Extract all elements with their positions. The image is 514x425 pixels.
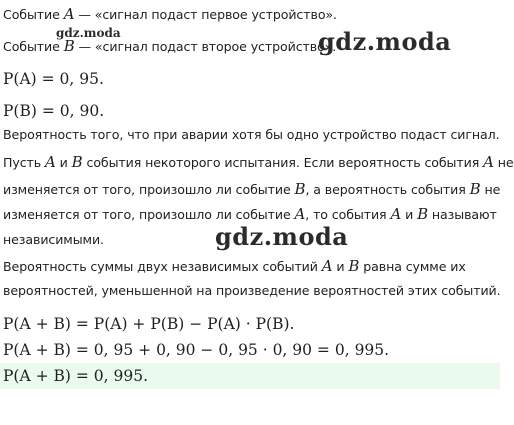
watermark-small: gdz.moda: [56, 26, 121, 40]
text-fragment: Событие: [3, 39, 64, 54]
math-variable: A: [294, 205, 306, 223]
math-variable: B: [294, 180, 306, 198]
math-variable: A: [63, 5, 75, 23]
theory-line-1: [3, 154, 514, 171]
text-fragment: равна сумме их: [359, 259, 466, 274]
goal-statement: Вероятность того, что при аварии хотя бы одно устройство подаст сигнал.: [3, 127, 500, 142]
math-variable: B: [417, 205, 429, 223]
text-fragment: изменяется от того, произошло ли событие: [3, 182, 295, 197]
watermark-middle: gdz.moda: [215, 222, 349, 251]
theorem-line-1: [3, 258, 466, 275]
theorem-line-2: вероятностей, уменьшенной на произведение вероятностей этих событий.: [3, 283, 501, 298]
probability-b: P(B) = 0, 90.: [3, 102, 105, 120]
text-fragment: называют: [428, 207, 497, 222]
text-fragment: и: [401, 207, 418, 222]
final-answer: P(A + B) = 0, 995.: [3, 367, 149, 385]
theory-line-4: независимыми.: [3, 232, 104, 247]
math-variable: B: [469, 180, 481, 198]
theory-line-2: [3, 181, 500, 198]
text-fragment: Событие: [3, 7, 64, 22]
math-variable: B: [348, 257, 360, 275]
text-fragment: не: [480, 182, 501, 197]
math-variable: B: [63, 37, 75, 55]
math-variable: B: [71, 153, 83, 171]
text-fragment: — «сигнал подаст первое устройство».: [74, 7, 337, 22]
math-variable: A: [483, 153, 494, 171]
text-fragment: и: [332, 259, 349, 274]
math-variable: A: [45, 153, 56, 171]
text-fragment: , а вероятность события: [305, 182, 470, 197]
event-a-definition: [3, 6, 337, 23]
text-fragment: Вероятность суммы двух независимых событий: [3, 259, 322, 274]
text-fragment: Пусть: [3, 155, 46, 170]
event-b-definition: [3, 38, 336, 55]
math-variable: A: [321, 257, 333, 275]
theory-line-3: [3, 206, 497, 223]
text-fragment: не: [493, 155, 514, 170]
sum-calculation: P(A + B) = 0, 95 + 0, 90 − 0, 95 · 0, 90 = 0, 995.: [3, 341, 390, 359]
text-fragment: и: [55, 155, 72, 170]
watermark-top: gdz.moda: [318, 27, 452, 56]
math-variable: A: [390, 205, 402, 223]
text-fragment: события некоторого испытания. Если вероятность события: [82, 155, 484, 170]
text-fragment: — «сигнал подаст второе устройство».: [74, 39, 337, 54]
text-fragment: , то события: [305, 207, 391, 222]
probability-a: P(A) = 0, 95.: [3, 70, 104, 88]
sum-formula: P(A + B) = P(A) + P(B) − P(A) · P(B).: [3, 315, 295, 333]
text-fragment: изменяется от того, произошло ли событие: [3, 207, 295, 222]
